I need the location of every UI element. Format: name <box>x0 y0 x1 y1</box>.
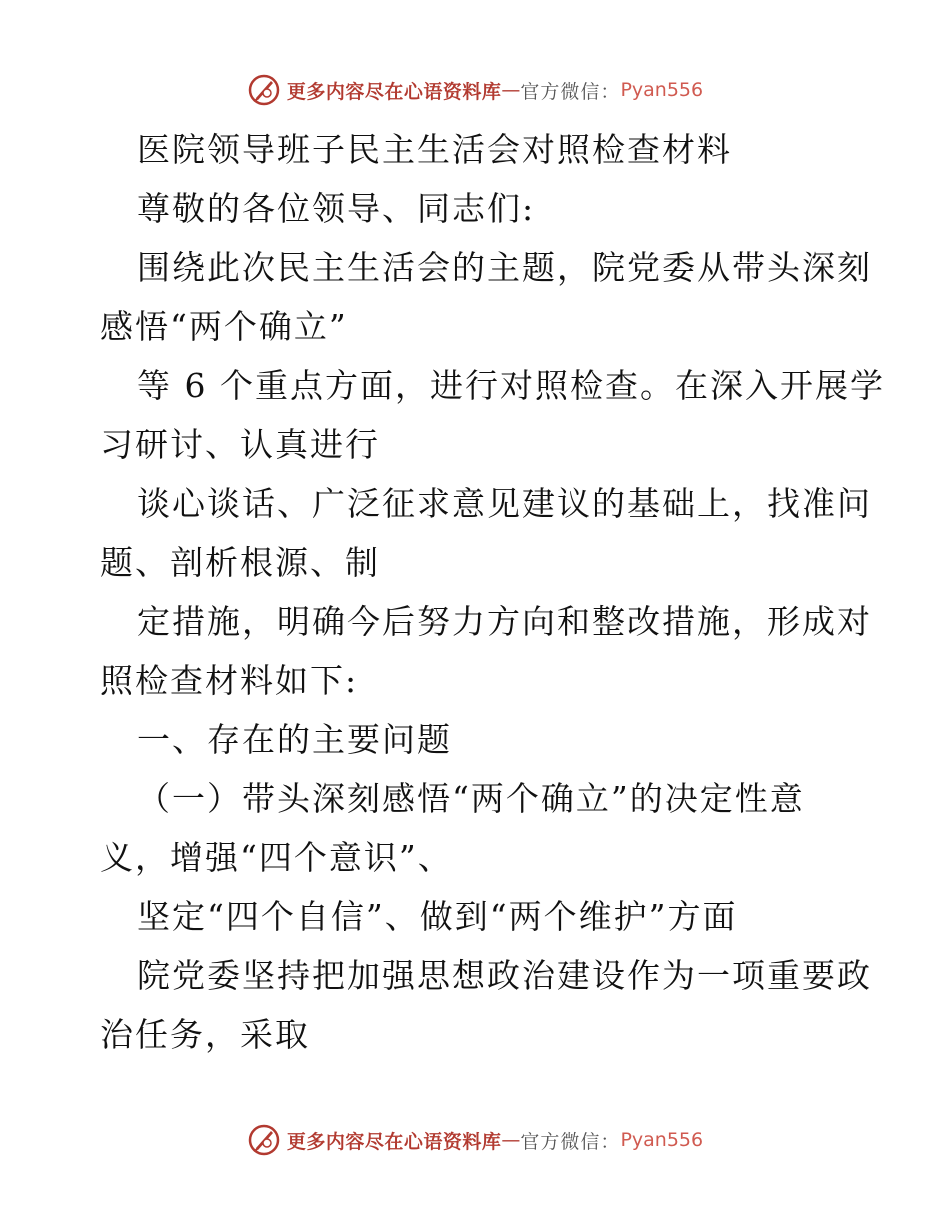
watermark-wechat-label: 官方微信： <box>520 1130 621 1153</box>
watermark-wechat-id: Pyan556 <box>620 1129 704 1151</box>
text-line: 围绕此次民主生活会的主题，院党委从带头深刻 <box>137 248 872 287</box>
watermark-text: 更多内容尽在心语资料库 <box>286 80 502 103</box>
text-line: 治任务，采取 <box>100 1015 310 1054</box>
watermark-text: 更多内容尽在心语资料库 <box>286 1130 502 1153</box>
quill-logo-icon <box>247 1123 281 1157</box>
text-line: 定措施，明确今后努力方向和整改措施，形成对 <box>137 602 872 641</box>
watermark-dash: — <box>501 79 521 101</box>
text-line: 坚定“四个自信”、做到“两个维护”方面 <box>137 897 738 936</box>
quill-logo-icon <box>247 73 281 107</box>
text-line: 谈心谈话、广泛征求意见建议的基础上，找准问 <box>137 484 872 523</box>
document-body <box>100 120 885 1064</box>
watermark-wechat-id: Pyan556 <box>620 79 704 101</box>
text-line: 尊敬的各位领导、同志们: <box>137 189 536 228</box>
watermark-dash: — <box>501 1129 521 1151</box>
text-line: 义，增强“四个意识”、 <box>100 838 453 877</box>
text-line: （一）带头深刻感悟“两个确立”的决定性意 <box>137 779 805 818</box>
footer-watermark <box>0 1120 950 1160</box>
text-line: 一、存在的主要问题 <box>137 720 452 759</box>
text-line: 院党委坚持把加强思想政治建设作为一项重要政 <box>137 956 872 995</box>
text-line: 题、剖析根源、制 <box>100 543 380 582</box>
text-line: 照检查材料如下: <box>100 661 359 700</box>
header-watermark <box>0 70 950 110</box>
text-line: 习研讨、认真进行 <box>100 425 380 464</box>
text-line: 感悟“两个确立” <box>100 307 348 346</box>
watermark-wechat-label: 官方微信： <box>520 80 621 103</box>
text-line: 医院领导班子民主生活会对照检查材料 <box>137 130 732 169</box>
text-line: 等 6 个重点方面，进行对照检查。在深入开展学 <box>137 366 885 405</box>
